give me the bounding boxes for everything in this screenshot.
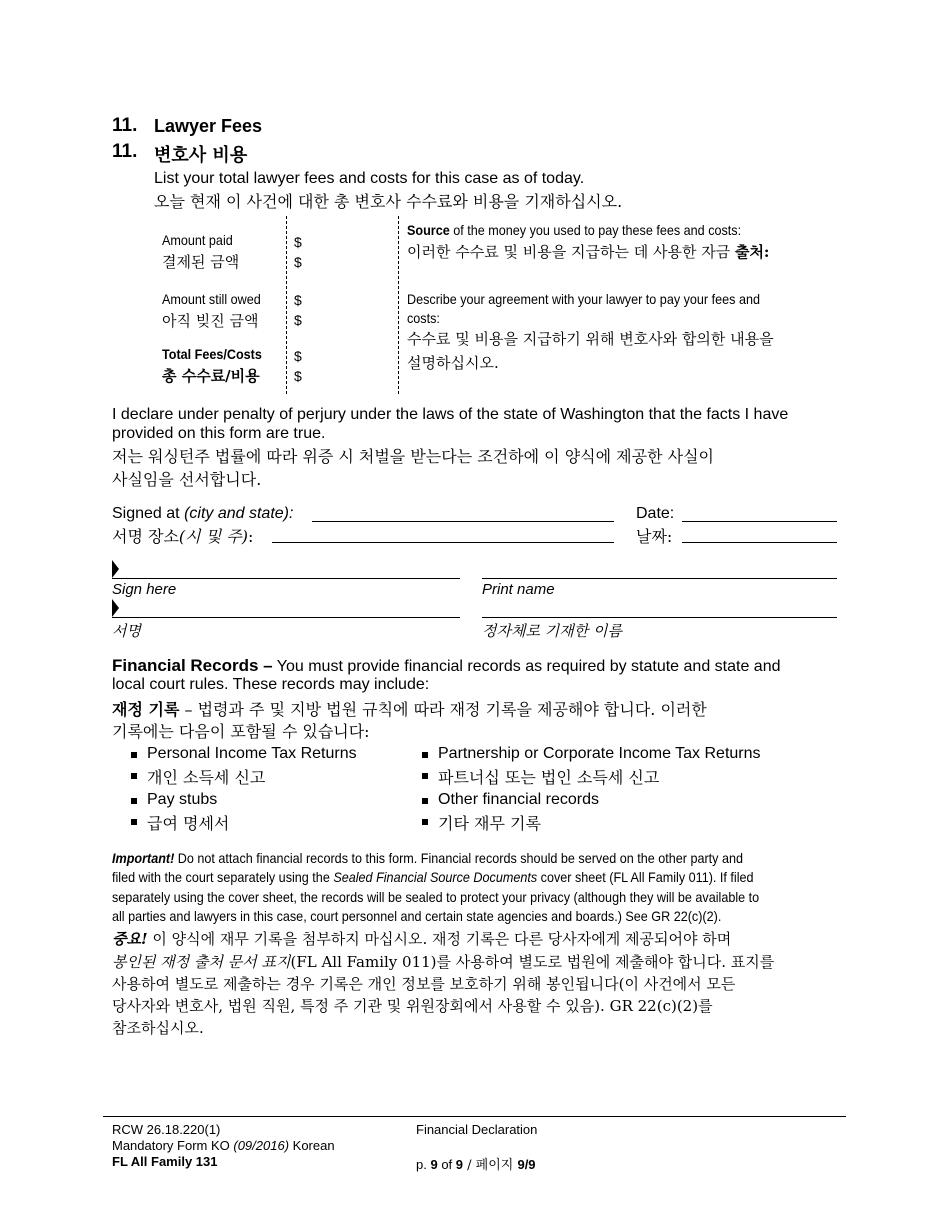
important-text-ko-1: 이 양식에 재무 기록을 첨부하지 마십시오. 재정 기록은 다른 당사자에게 제공되어야 하며 (147, 930, 732, 948)
amount-paid-currency: $ (294, 234, 302, 250)
important-en-4: all parties and lawyers in this case, court personnel and certain state agencies and boards.) See GR 22(c)(2). (112, 908, 722, 924)
list-item-ko: 개인 소득세 신고 (147, 768, 266, 787)
signed-at-italic: (city and state): (184, 505, 294, 522)
footer-form-title: Financial Declaration (416, 1122, 538, 1137)
financial-records-title-ko: 재정 기록 (112, 700, 180, 719)
important-en-1 (112, 850, 743, 866)
financial-records-en-1 (112, 656, 781, 676)
source-label-rest: of the money you used to pay these fees and costs: (449, 222, 742, 238)
footer-page-ko-sep: / 페이지 (463, 1158, 518, 1173)
important-text-ko-2b: (FL All Family 011)를 사용하여 별도로 법원에 제출해야 합니다. 표지를 (290, 953, 775, 971)
footer-page-number (416, 1154, 536, 1173)
section-number: 11. (112, 115, 138, 136)
date-field-ko[interactable] (682, 542, 837, 543)
print-name-field[interactable] (482, 578, 837, 579)
footer-mandatory-prefix: Mandatory Form KO (112, 1138, 234, 1153)
date-label: Date: (636, 505, 675, 522)
agreement-label-1: Describe your agreement with your lawyer to pay your fees and (407, 291, 760, 307)
footer-mandatory-suffix: Korean (289, 1138, 335, 1153)
source-label-bold: Source (407, 222, 450, 238)
total-fees-label-ko: 총 수수료/비용 (162, 367, 260, 385)
list-item-ko: 파트너십 또는 법인 소득세 신고 (438, 768, 660, 787)
bullet-icon (131, 773, 137, 779)
signed-at-ko-prefix: 서명 장소 (112, 527, 179, 546)
declaration-ko-2: 사실임을 선서합니다. (112, 470, 262, 489)
financial-records-text-1: You must provide financial records as required by statute and state and (272, 658, 781, 675)
footer-mandatory-date: (09/2016) (233, 1138, 290, 1153)
footer-divider (103, 1116, 846, 1117)
instruction-ko: 오늘 현재 이 사건에 대한 총 변호사 수수료와 비용을 기재하십시오. (154, 192, 623, 211)
financial-records-ko-2: 기록에는 다음이 포함될 수 있습니다: (112, 722, 370, 741)
footer-page-num: 9 (430, 1157, 438, 1172)
bullet-icon (131, 819, 137, 825)
list-item-en: Partnership or Corporate Income Tax Returns (438, 745, 761, 762)
declaration-ko-1: 저는 워싱턴주 법률에 따라 위증 시 처벌을 받는다는 조건하에 이 양식에 제공한 사실이 (112, 447, 714, 466)
agreement-label-ko-1: 수수료 및 비용을 지급하기 위해 변호사와 합의한 내용을 (407, 330, 774, 348)
bullet-icon (422, 819, 428, 825)
declaration-en-2: provided on this form are true. (112, 425, 326, 442)
important-text-2b: Sealed Financial Source Documents (333, 869, 538, 885)
sign-arrow-icon-ko (112, 599, 119, 617)
footer-page-prefix: p. (416, 1157, 431, 1172)
financial-records-text-ko-1: – 법령과 주 및 지방 법원 규칙에 따라 재정 기록을 제공해야 합니다. 이러한 (179, 700, 707, 719)
footer-page-of: of (437, 1157, 456, 1172)
list-item-en: Personal Income Tax Returns (147, 745, 357, 762)
signed-at-label-ko (112, 524, 253, 547)
signed-at-ko-suffix: : (247, 527, 254, 546)
signed-at-field-ko[interactable] (272, 542, 614, 543)
financial-records-ko-1 (112, 697, 707, 720)
amount-owed-label: Amount still owed (162, 291, 261, 307)
amount-owed-label-ko: 아직 빚진 금액 (162, 312, 259, 330)
signature-field[interactable] (112, 578, 460, 579)
print-name-field-ko[interactable] (482, 617, 837, 618)
footer-page-ko: 9/9 (517, 1157, 536, 1172)
print-name-label-ko: 정자체로 기재한 이름 (482, 622, 622, 640)
signed-at-field[interactable] (312, 521, 614, 522)
instruction-en: List your total lawyer fees and costs for this case as of today. (154, 170, 585, 187)
footer-rcw: RCW 26.18.220(1) (112, 1122, 221, 1137)
total-fees-currency-ko: $ (294, 368, 302, 384)
date-field[interactable] (682, 521, 837, 522)
financial-records-title: Financial Records – (112, 656, 273, 675)
amount-owed-currency-ko: $ (294, 312, 302, 328)
important-en-3: separately using the cover sheet, the records will be sealed to protect your privacy (although they will be available to (112, 889, 760, 905)
amount-paid-label: Amount paid (162, 232, 233, 248)
footer-form-id: FL All Family 131 (112, 1154, 218, 1169)
financial-records-en-2: local court rules. These records may include: (112, 676, 430, 693)
sign-here-label: Sign here (112, 581, 177, 598)
amount-paid-currency-ko: $ (294, 254, 302, 270)
list-item-en: Other financial records (438, 791, 599, 808)
bullet-icon (131, 752, 137, 758)
print-name-label: Print name (482, 581, 555, 598)
important-ko-3: 사용하여 별도로 제출하는 경우 기록은 개인 정보를 보호하기 위해 봉인됩니다(이 사건에서 모든 (112, 975, 736, 993)
list-item-ko: 급여 명세서 (147, 814, 230, 833)
important-en-2 (112, 869, 754, 885)
source-label-ko-bold: 출처: (734, 243, 770, 261)
declaration-en-1: I declare under penalty of perjury under the laws of the state of Washington that the facts I have (112, 406, 789, 423)
important-ko-4: 당사자와 변호사, 법원 직원, 특정 주 기관 및 위원장회에서 사용할 수 있음). GR 22(c)(2)를 (112, 997, 713, 1015)
bullet-icon (422, 752, 428, 758)
list-item-ko: 기타 재무 기록 (438, 814, 541, 833)
sign-arrow-icon (112, 560, 119, 578)
list-item-en: Pay stubs (147, 791, 218, 808)
amount-paid-label-ko: 결제된 금액 (162, 253, 240, 271)
fees-divider-right (398, 216, 399, 394)
section-title-ko: 변호사 비용 (154, 145, 248, 166)
important-ko-2 (112, 951, 774, 972)
important-ko-5: 참조하십시오. (112, 1019, 204, 1037)
sign-here-label-ko: 서명 (112, 622, 141, 640)
signed-at-prefix: Signed at (112, 505, 185, 522)
bullet-icon (422, 798, 428, 804)
section-number-ko: 11. (112, 141, 138, 162)
signed-at-ko-italic: (시 및 주) (178, 527, 248, 546)
signed-at-label (112, 505, 293, 523)
total-fees-label: Total Fees/Costs (162, 346, 262, 362)
fees-divider-left (286, 216, 287, 394)
date-label-ko: 날짜: (636, 527, 673, 546)
important-text-2c: cover sheet (FL All Family 011). If filed (537, 869, 754, 885)
source-label-ko-main: 이러한 수수료 및 비용을 지급하는 데 사용한 자금 (407, 243, 735, 261)
section-title-en: Lawyer Fees (154, 116, 263, 136)
source-label (407, 222, 741, 238)
signature-field-ko[interactable] (112, 617, 460, 618)
important-text-1: Do not attach financial records to this form. Financial records should be served on the other party and (174, 850, 744, 866)
important-text-ko-2a: 봉인된 재정 출처 문서 표지 (112, 953, 291, 971)
source-label-ko (407, 241, 769, 262)
bullet-icon (422, 773, 428, 779)
important-label-ko: 중요! (112, 930, 148, 948)
footer-page-total: 9 (455, 1157, 464, 1172)
important-ko-1 (112, 928, 731, 949)
bullet-icon (131, 798, 137, 804)
footer-mandatory (112, 1138, 335, 1153)
agreement-label-ko-2: 설명하십시오. (407, 354, 499, 372)
agreement-label-2: costs: (407, 310, 440, 326)
amount-owed-currency: $ (294, 292, 302, 308)
important-text-2a: filed with the court separately using the (112, 869, 334, 885)
important-label: Important! (112, 850, 175, 866)
total-fees-currency: $ (294, 348, 302, 364)
